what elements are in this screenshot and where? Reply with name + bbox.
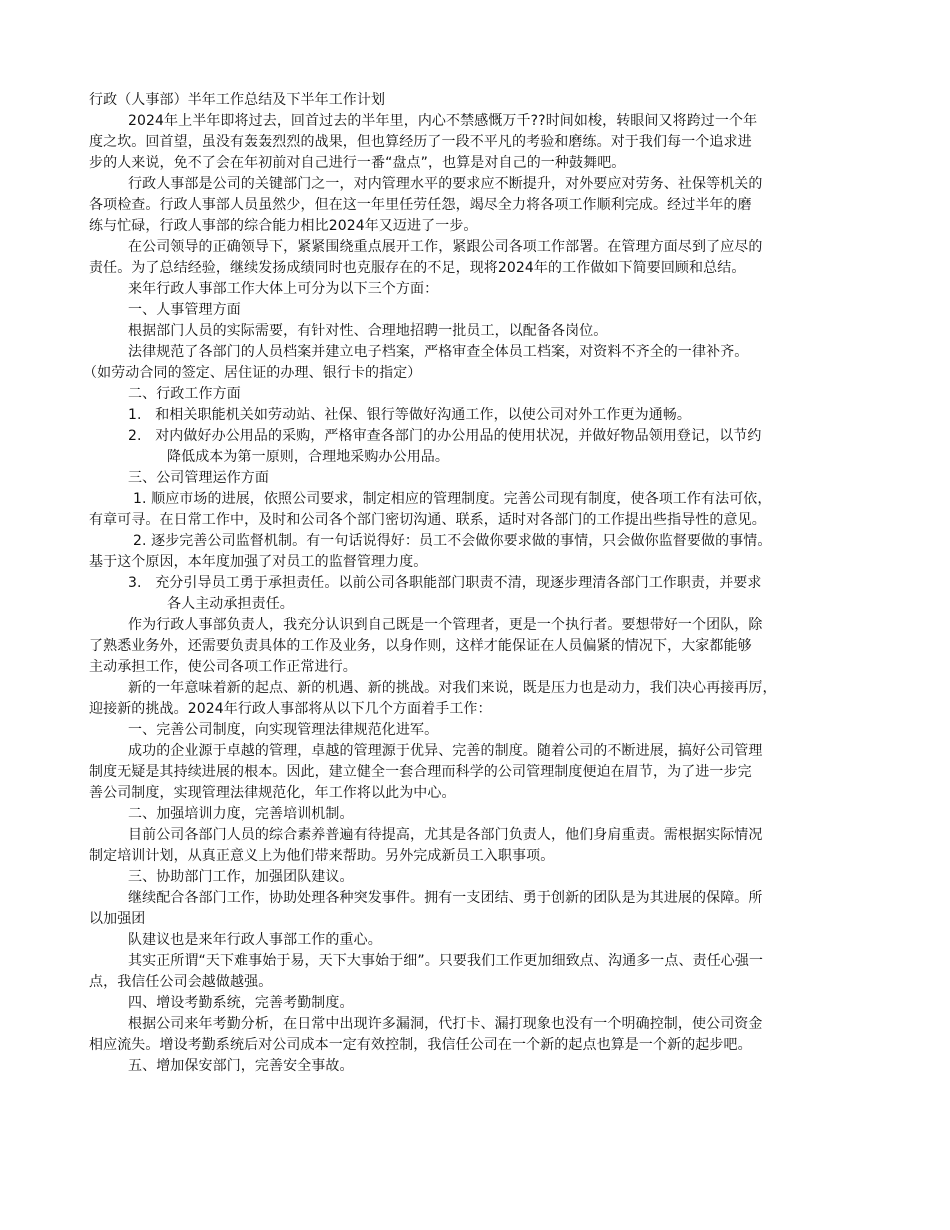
text-line: 练与忙碌，行政人事部的综合能力相比2024年又迈进了一步。	[89, 218, 478, 234]
text-line: 各人主动承担责任。	[167, 596, 294, 612]
text-line: 主动承担工作，使公司各项工作正常进行。	[89, 659, 357, 675]
section-heading: 三、公司管理运作方面	[128, 470, 269, 486]
text-line: 作为行政人事部负责人，我充分认识到自己既是一个管理者，更是一个执行者。要想带好一个团队，除	[128, 617, 763, 633]
list-item: 1. 和相关职能机关如劳动站、社保、银行等做好沟通工作，以使公司对外工作更为通畅。	[128, 407, 692, 423]
text-line: 新的一年意味着新的起点、新的机遇、新的挑战。对我们来说，既是压力也是动力，我们决心再接再厉，	[128, 680, 777, 696]
text-line: 行政人事部是公司的关键部门之一，对内管理水平的要求应不断提升，对外要应对劳务、社保等机关的	[128, 176, 763, 192]
text-line: （如劳动合同的签定、居住证的办理、银行卡的指定）	[83, 365, 422, 381]
text-line: 根据部门人员的实际需要，有针对性、合理地招聘一批员工，以配备各岗位。	[128, 323, 608, 339]
text-line: 相应流失。增设考勤系统后对公司成本一定有效控制，我信任公司在一个新的起点也算是一个新的起步吧。	[89, 1037, 752, 1053]
text-line: 善公司制度，实现管理法律规范化，年工作将以此为中心。	[89, 785, 456, 801]
text-line: 在公司领导的正确领导下，紧紧围绕重点展开工作，紧跟公司各项工作部署。在管理方面尽到了应尽的	[128, 239, 763, 255]
section-heading: 二、行政工作方面	[128, 386, 241, 402]
text-line: 各项检查。行政人事部人员虽然少，但在这一年里任劳任怨，竭尽全力将各项工作顺利完成。经过半年的磨	[89, 197, 752, 213]
text-line: 度之坎。回首望，虽没有轰轰烈烈的战果，但也算经历了一段不平凡的考验和磨练。对于我们每一个追求进	[89, 134, 752, 150]
section-heading: 五、增加保安部门，完善安全事故。	[128, 1058, 354, 1074]
text-line: 基于这个原因，本年度加强了对员工的监督管理力度。	[89, 554, 428, 570]
text-line: 成功的企业源于卓越的管理，卓越的管理源于优异、完善的制度。随着公司的不断进展，搞好公司管理	[128, 743, 763, 759]
text-line: 2024年上半年即将过去，回首过去的半年里，内心不禁感慨万千??时间如梭，转眼间又将跨过一个年	[128, 113, 758, 129]
text-line: 其实正所谓“天下难事始于易，天下大事始于细”。只要我们工作更加细致点、沟通多一点、责任心强一	[128, 953, 764, 969]
list-item: 2. 对内做好办公用品的采购，严格审查各部门的办公用品的使用状况，并做好物品领用登记，以节约	[128, 428, 762, 444]
text-line: 降低成本为第一原则，合理地采购办公用品。	[167, 449, 449, 465]
list-item: 2. 逐步完善公司监督机制。有一句话说得好：员工不会做你要求做的事情，只会做你监督要做的事情。	[133, 533, 772, 549]
text-line: 责任。为了总结经验，继续发扬成绩同时也克服存在的不足，现将2024年的工作做如下简要回顾和总结。	[89, 260, 746, 276]
list-item: 1. 顺应市场的进展，依照公司要求，制定相应的管理制度。完善公司现有制度，使各项工作有法可依，	[133, 491, 772, 507]
text-line: 继续配合各部门工作，协助处理各种突发事件。拥有一支团结、勇于创新的团队是为其进展的保障。所	[128, 890, 763, 906]
section-heading: 二、加强培训力度，完善培训机制。	[128, 806, 354, 822]
text-line: 有章可寻。在日常工作中，及时和公司各个部门密切沟通、联系，适时对各部门的工作提出些指导性的意见。	[89, 512, 766, 528]
text-line: 来年行政人事部工作大体上可分为以下三个方面：	[128, 281, 439, 297]
text-line: 队建议也是来年行政人事部工作的重心。	[128, 932, 382, 948]
text-line: 根据公司来年考勤分析，在日常中出现许多漏洞，代打卡、漏打现象也没有一个明确控制，使公司资金	[128, 1016, 763, 1032]
text-line: 以加强团	[89, 911, 146, 927]
section-heading: 一、完善公司制度，向实现管理法律规范化进军。	[128, 722, 439, 738]
document-title: 行政（人事部）半年工作总结及下半年工作计划	[89, 92, 386, 108]
section-heading: 三、协助部门工作，加强团队建议。	[128, 869, 354, 885]
text-line: 法律规范了各部门的人员档案并建立电子档案，严格审查全体员工档案，对资料不齐全的一律补齐。	[128, 344, 749, 360]
text-line: 目前公司各部门人员的综合素养普遍有待提高，尤其是各部门负责人，他们身肩重责。需根据实际情况	[128, 827, 763, 843]
text-line: 了熟悉业务外，还需要负责具体的工作及业务，以身作则，这样才能保证在人员偏紧的情况下，大家都能够	[89, 638, 752, 654]
text-line: 制定培训计划，从真正意义上为他们带来帮助。另外完成新员工入职事项。	[89, 848, 555, 864]
section-heading: 一、人事管理方面	[128, 302, 241, 318]
text-line: 制度无疑是其持续进展的根本。因此，建立健全一套合理而科学的公司管理制度便迫在眉节，为了进一步完	[89, 764, 752, 780]
text-line: 迎接新的挑战。2024年行政人事部将从以下几个方面着手工作：	[89, 701, 492, 717]
text-line: 步的人来说，免不了会在年初前对自己进行一番“盘点”，也算是对自己的一种鼓舞吧。	[89, 155, 626, 171]
section-heading: 四、增设考勤系统，完善考勤制度。	[128, 995, 354, 1011]
list-item: 3. 充分引导员工勇于承担责任。以前公司各职能部门职责不清，现逐步理清各部门工作职责，并要求	[128, 575, 762, 591]
text-line: 点，我信任公司会越做越强。	[89, 974, 273, 990]
